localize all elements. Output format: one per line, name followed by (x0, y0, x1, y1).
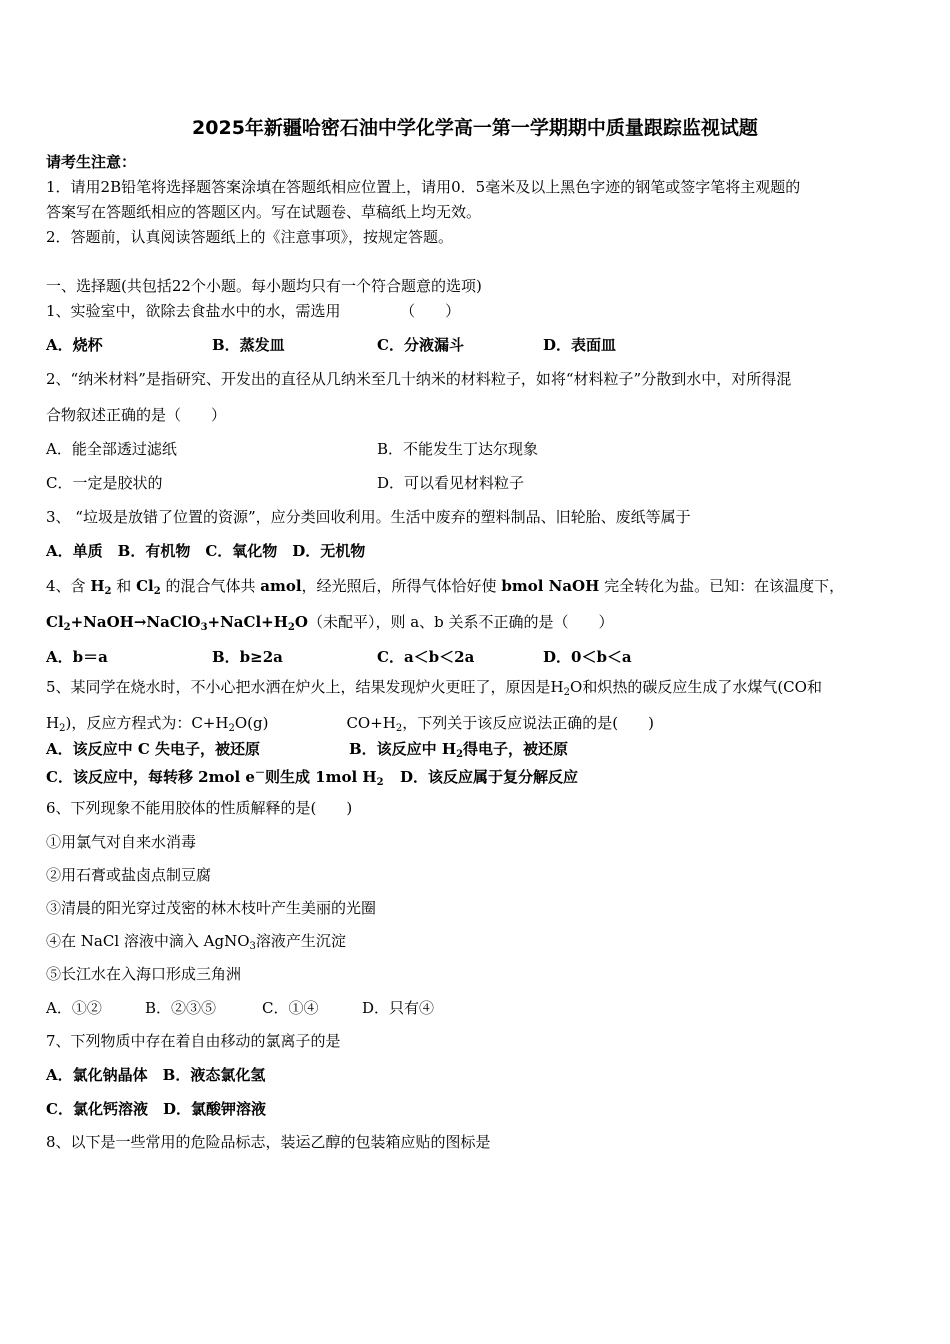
q4-bmol: bmol NaOH (501, 577, 600, 595)
q4-sub: 2 (287, 622, 295, 633)
q4-eq: Cl (46, 613, 64, 631)
question-2-stem-line-2: 合物叙述正确的是（ ） (46, 406, 227, 424)
question-5-option-b (349, 739, 568, 759)
question-4-stem-line-1 (46, 576, 844, 596)
question-6-item-4 (46, 931, 346, 951)
q5-text: H (46, 714, 60, 732)
q4-sub: 2 (153, 586, 161, 597)
question-6-item-3: ③清晨的阳光穿过茂密的林木枝叶产生美丽的光圈 (46, 899, 377, 917)
notice-item-1-line-1: 1．请用2B铅笔将选择题答案涂填在答题纸相应位置上，请用0．5毫米及以上黑色字迹的钢笔或签字笔将主观题的 (46, 178, 801, 196)
q5-sub: 2 (563, 687, 571, 698)
question-7-stem: 7、下列物质中存在着自由移动的氯离子的是 (46, 1032, 341, 1050)
q5-sup: － (254, 768, 265, 779)
q4-eq: +NaCl+H (207, 613, 288, 631)
q5-option-text: 则生成 1mol H (264, 768, 377, 786)
question-8-stem: 8、以下是一些常用的危险品标志，装运乙醇的包装箱应贴的图标是 (46, 1133, 491, 1151)
q5-text: O和炽热的碳反应生成了水煤气(CO和 (570, 678, 822, 696)
q6-text: ④在 NaCl 溶液中滴入 AgNO (46, 932, 250, 950)
question-6-stem: 6、下列现象不能用胶体的性质解释的是( ) (46, 799, 353, 817)
question-5-stem-line-1 (46, 677, 822, 697)
q4-text: ，经光照后，所得气体恰好使 (301, 577, 497, 595)
q6-sub: 3 (249, 941, 256, 952)
section-heading: 一、选择题(共包括22个小题。每小题均只有一个符合题意的选项) (46, 277, 482, 295)
q5-sub: 2 (376, 777, 384, 788)
question-6-option-b: B．②③⑤ (145, 999, 217, 1017)
q5-text: 5、某同学在烧水时，不小心把水洒在炉火上，结果发现炉火更旺了，原因是H (46, 678, 564, 696)
q5-option-text: B．该反应中 H (349, 740, 457, 758)
question-6-option-a: A．①② (46, 999, 102, 1017)
question-5-stem-line-2 (46, 713, 654, 733)
q5-sub: 2 (228, 723, 235, 734)
exam-title: 2025年新疆哈密石油中学化学高一第一学期期中质量跟踪监视试题 (192, 117, 758, 139)
question-6-item-1: ①用氯气对自来水消毒 (46, 833, 197, 851)
notice-item-2: 2．答题前，认真阅读答题纸上的《注意事项》，按规定答题。 (46, 228, 454, 246)
question-4-option-d: D．0＜b＜a (543, 648, 632, 666)
q4-eq: +NaOH→NaClO (70, 613, 201, 631)
question-6-item-5: ⑤长江水在入海口形成三角洲 (46, 965, 242, 983)
question-1-option-d: D．表面皿 (543, 336, 617, 354)
question-4-option-b: B．b≥2a (212, 648, 283, 666)
question-2-stem-line-1: 2、“纳米材料”是指研究、开发出的直径从几纳米至几十纳米的材料粒子，如将“材料粒子”分散到水中，对所得混 (46, 370, 792, 388)
q5-text: ，下列关于该反应说法正确的是( ) (402, 714, 654, 732)
question-6-item-2: ②用石膏或盐卤点制豆腐 (46, 866, 212, 884)
q4-sub: 3 (200, 622, 208, 633)
question-3-options: A．单质 B．有机物 C．氧化物 D．无机物 (46, 542, 366, 560)
q4-eq: O (294, 613, 308, 631)
question-7-options-row-1: A．氯化钠晶体 B．液态氯化氢 (46, 1066, 266, 1084)
question-4-equation (46, 612, 614, 632)
question-6-option-c: C．①④ (262, 999, 319, 1017)
question-1-answer-blank: （ ） (400, 302, 461, 320)
question-1-option-a: A．烧杯 (46, 336, 103, 354)
q5-sub: 2 (395, 723, 403, 734)
q5-text: O(g) (234, 714, 269, 732)
q4-text: 和 (116, 577, 132, 595)
q4-h2: H (90, 577, 105, 595)
q4-text: 4、含 (46, 577, 86, 595)
q5-text: )，反应方程式为：C+H (65, 714, 229, 732)
q4-amol: amol (260, 577, 302, 595)
q5-sub: 2 (59, 723, 66, 734)
question-1-option-b: B．蒸发皿 (212, 336, 285, 354)
question-5-option-c (46, 767, 384, 787)
q5-text: CO+H (346, 714, 396, 732)
q5-option-text: 得电子，被还原 (463, 740, 569, 758)
question-2-option-b: B．不能发生丁达尔现象 (377, 440, 539, 458)
question-6-option-d: D．只有④ (362, 999, 435, 1017)
q6-text: 溶液产生沉淀 (255, 932, 346, 950)
question-1-stem (46, 301, 460, 321)
notice-heading: 请考生注意： (46, 153, 137, 171)
q4-sub: 2 (104, 586, 112, 597)
notice-item-1-line-2: 答案写在答题纸相应的答题区内。写在试题卷、草稿纸上均无效。 (46, 203, 482, 221)
question-2-option-c: C．一定是胶状的 (46, 474, 163, 492)
q4-sub: 2 (63, 622, 71, 633)
question-2-option-d: D．可以看见材料粒子 (377, 474, 525, 492)
question-3-stem: 3、 “垃圾是放错了位置的资源”，应分类回收利用。生活中废弃的塑料制品、旧轮胎、废纸等属于 (46, 508, 691, 526)
question-4-option-a: A．b＝a (46, 648, 108, 666)
q4-text: 的混合气体共 (165, 577, 256, 595)
question-5-option-d: D．该反应属于复分解反应 (400, 768, 579, 786)
question-4-option-c: C．a＜b＜2a (377, 648, 475, 666)
question-2-option-a: A．能全部透过滤纸 (46, 440, 177, 458)
q5-option-text: C．该反应中，每转移 2mol e (46, 768, 255, 786)
q5-sub: 2 (456, 749, 464, 760)
question-1-option-c: C．分液漏斗 (377, 336, 464, 354)
q4-text: （未配平），则 a、b 关系不正确的是（ ） (307, 613, 614, 631)
q4-cl2: Cl (136, 577, 154, 595)
q4-text: 完全转化为盐。已知：在该温度下， (604, 577, 845, 595)
question-1-text: 1、实验室中，欲除去食盐水中的水，需选用 (46, 302, 341, 320)
question-7-options-row-2: C．氯化钙溶液 D．氯酸钾溶液 (46, 1100, 266, 1118)
question-5-option-a: A．该反应中 C 失电子，被还原 (46, 740, 261, 758)
